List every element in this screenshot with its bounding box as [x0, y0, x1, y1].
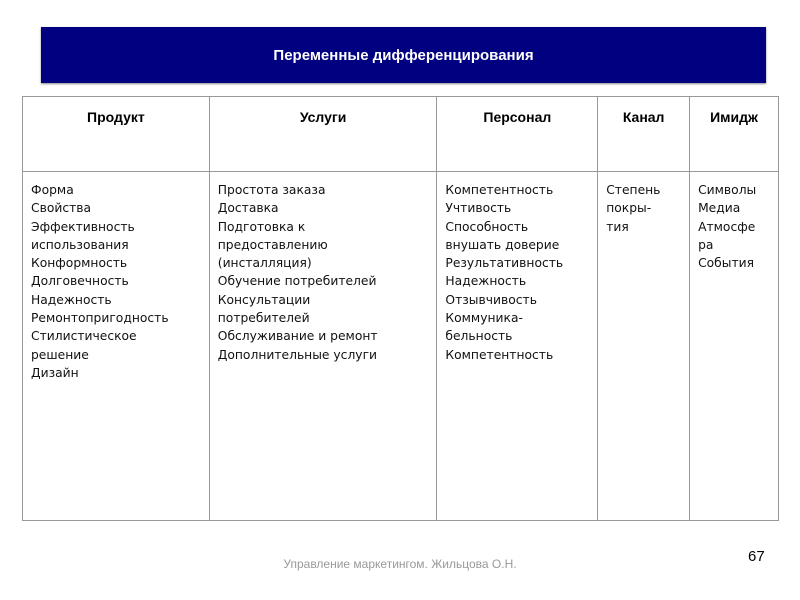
- list-item: Обслуживание и ремонт: [217, 329, 378, 344]
- list-item: Коммуника-: [445, 311, 523, 326]
- header-row: [23, 97, 779, 172]
- list-item: Отзывчивость: [445, 292, 537, 307]
- cell-services: [209, 172, 437, 521]
- list-item: Результативность: [445, 256, 564, 271]
- list-item: Конформность: [31, 256, 128, 271]
- cell-personnel: [437, 172, 598, 521]
- cell-product: [23, 172, 210, 521]
- cell-channel: [598, 172, 690, 521]
- list-item: Дополнительные услуги: [217, 347, 378, 362]
- list-item: Подготовка к: [217, 219, 306, 234]
- list-item: потребителей: [217, 311, 310, 326]
- list-item: Степень: [606, 183, 661, 197]
- slide-title: Переменные дифференцирования: [41, 27, 766, 83]
- list-item: Компетентность: [445, 183, 554, 197]
- list-item: решение: [31, 347, 89, 362]
- list-item: предоставлению: [217, 237, 328, 252]
- table-row: [23, 172, 779, 521]
- list-item: (инсталляция): [217, 256, 312, 271]
- list-item: Компетентность: [445, 347, 554, 362]
- list-item: использования: [31, 237, 129, 252]
- list-item: Учтивость: [445, 201, 512, 216]
- list-item: Способность: [445, 219, 529, 234]
- cell-image: [690, 172, 779, 521]
- page-number: 67: [748, 548, 765, 565]
- list-item: ра: [698, 237, 714, 252]
- list-item: Долговечность: [31, 274, 129, 289]
- list-item: Стилистическое: [31, 329, 137, 344]
- footer-author: Управление маркетингом. Жильцова О.Н.: [283, 557, 517, 571]
- list-item: Обучение потребителей: [217, 274, 377, 289]
- header-channel: Канал: [598, 97, 690, 172]
- list-item: Надежность: [445, 274, 527, 289]
- list-item: Свойства: [31, 201, 92, 216]
- list-item: Форма: [31, 183, 74, 197]
- list-item: тия: [606, 219, 629, 234]
- list-item: Медиа: [698, 201, 741, 216]
- list-item: Простота заказа: [217, 183, 326, 197]
- header-image: Имидж: [690, 97, 779, 172]
- list-item: Символы: [698, 183, 757, 197]
- list-item: Надежность: [31, 292, 112, 307]
- list-item: Консультации: [217, 292, 311, 307]
- list-item: Доставка: [217, 201, 279, 216]
- list-item: Атмосфе: [698, 219, 756, 234]
- list-item: Эффективность: [31, 219, 135, 234]
- list-item: бельность: [445, 329, 513, 344]
- differentiation-table: [22, 96, 779, 521]
- list-item: покры-: [606, 201, 652, 216]
- list-item: Ремонтопригодность: [31, 311, 169, 326]
- header-product: Продукт: [23, 97, 210, 172]
- header-services: Услуги: [209, 97, 437, 172]
- list-item: Дизайн: [31, 365, 79, 380]
- header-personnel: Персонал: [437, 97, 598, 172]
- list-item: События: [698, 256, 755, 271]
- list-item: внушать доверие: [445, 237, 560, 252]
